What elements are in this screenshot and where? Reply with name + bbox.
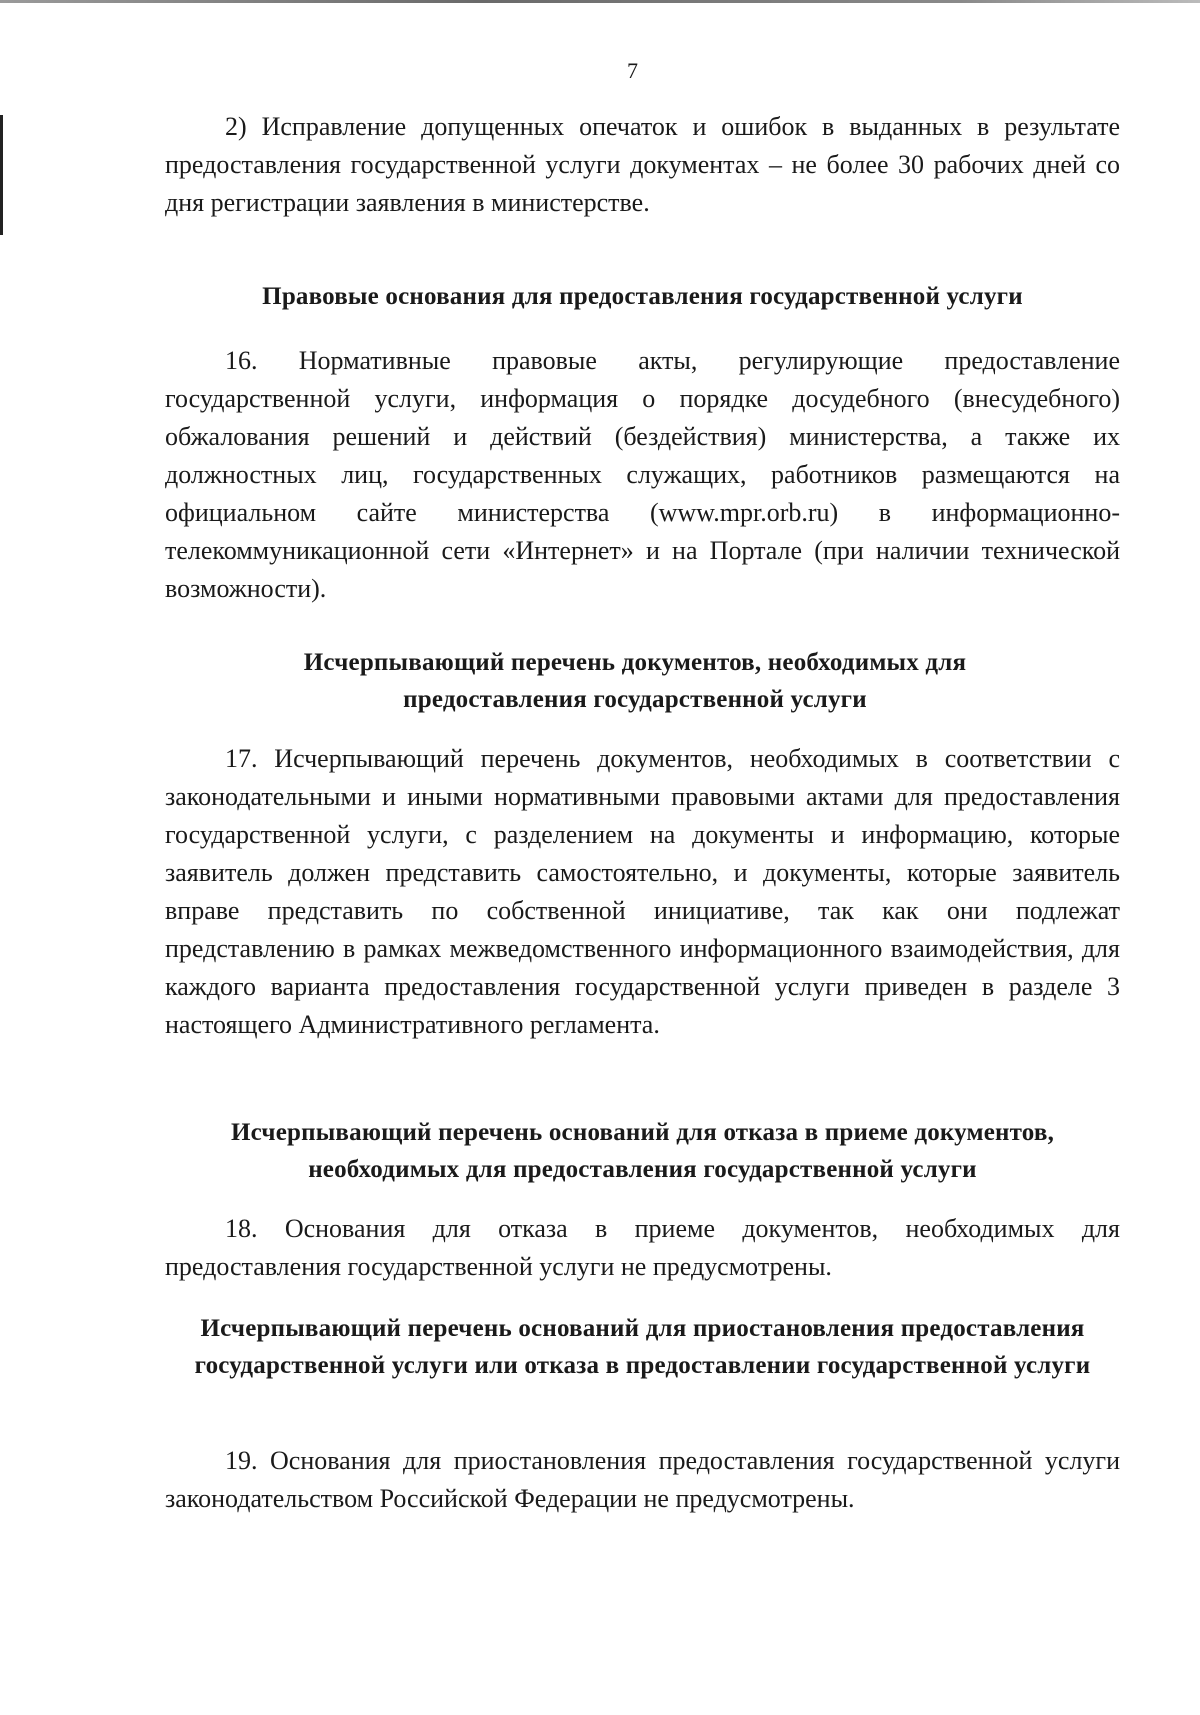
heading-suspension-refusal: Исчерпывающий перечень оснований для приостановления предоставления государственной услуги или отказа в предоставлении государственной услуги bbox=[194, 1315, 1091, 1379]
heading-documents-list: Исчерпывающий перечень документов, необходимых для предоставления государственной услуги bbox=[303, 649, 967, 713]
paragraph-item-16: 16. Нормативные правовые акты, регулирующие предоставление государственной услуги, информация о порядке досудебного (внесудебного) обжалования решений и действий (бездействия) министерства, а также их должностных лиц, государственных служащих, работников размещаются на официальном сайте министерства (www.mpr.orb.ru) в информационно-телекоммуникационной сети «Интернет» и на Портале (при наличии технической возможности). bbox=[165, 346, 1120, 603]
paragraph-item-19: 19. Основания для приостановления предоставления государственной услуги законодательством Российской Федерации не предусмотрены. bbox=[165, 1446, 1120, 1513]
paragraph-item-18: 18. Основания для отказа в приеме документов, необходимых для предоставления государственной услуги не предусмотрены. bbox=[165, 1214, 1120, 1281]
heading-refusal-acceptance: Исчерпывающий перечень оснований для отказа в приеме документов, необходимых для предоставления государственной услуги bbox=[230, 1119, 1055, 1183]
heading-legal-grounds: Правовые основания для предоставления государственной услуги bbox=[262, 283, 1023, 310]
paragraph-item-2: 2) Исправление допущенных опечаток и ошибок в выданных в результате предоставления государственной услуги документах – не более 30 рабочих дней со дня регистрации заявления в министерстве. bbox=[165, 112, 1120, 217]
paragraph-item-17: 17. Исчерпывающий перечень документов, необходимых в соответствии с законодательными и иными нормативными правовыми актами для предоставления государственной услуги, с разделением на документы и информацию, которые заявитель должен представить самостоятельно, и документы, которые заявитель вправе представить по собственной инициативе, так как они подлежат представлению в рамках межведомственного информационного взаимодействия, для каждого варианта предоставления государственной услуги приведен в разделе 3 настоящего Административного регламента. bbox=[165, 744, 1120, 1039]
scan-edge-left bbox=[0, 115, 3, 235]
scan-edge-top bbox=[0, 0, 1200, 3]
page-number: 7 bbox=[627, 58, 638, 83]
